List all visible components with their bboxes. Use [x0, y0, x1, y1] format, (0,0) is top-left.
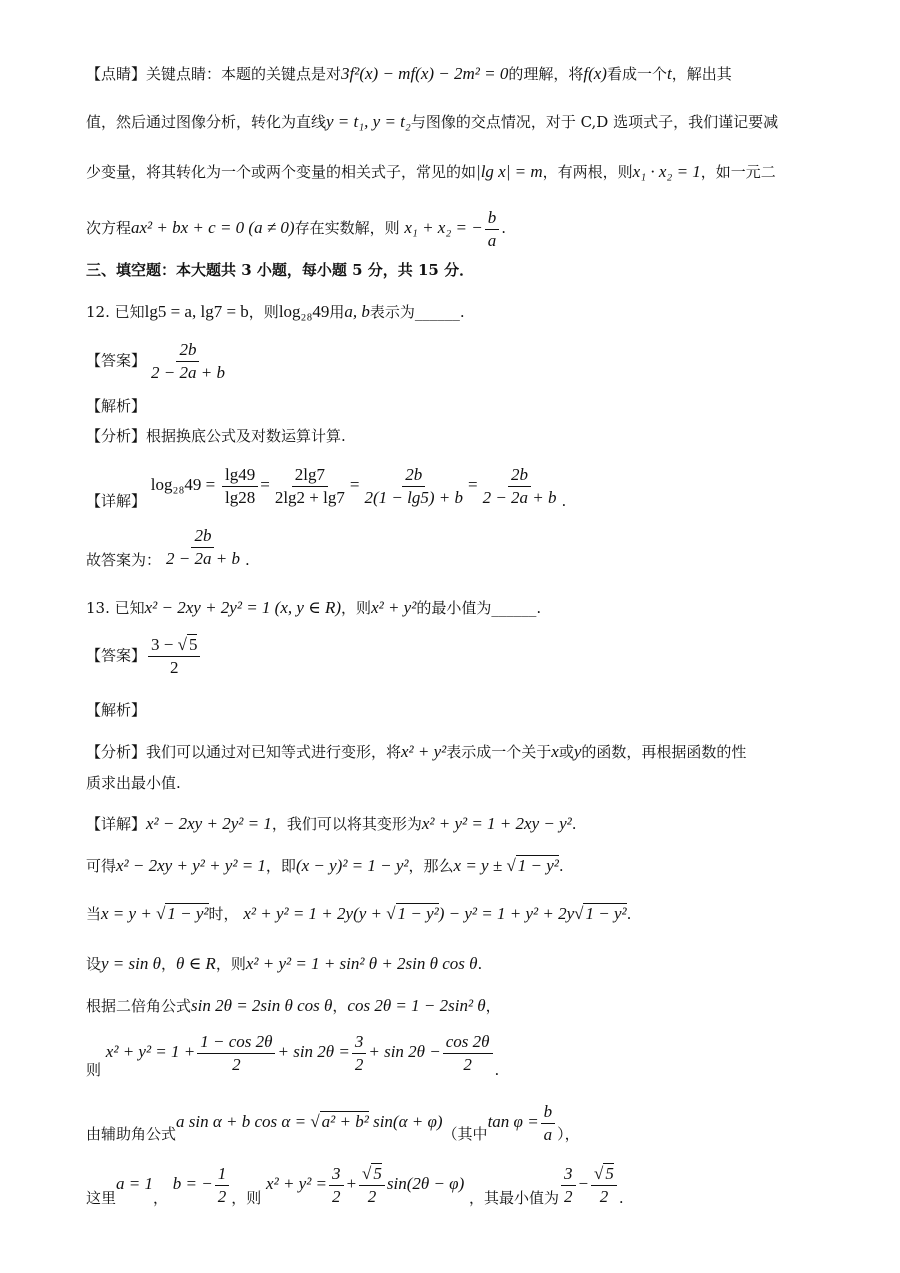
math-expression: x² + y² = — [266, 1174, 328, 1194]
math-expression: tan φ = — [487, 1112, 539, 1132]
fraction-numerator: 1 — [215, 1164, 230, 1186]
dianjing-text: 值，然后通过图像分析，转化为直线 — [86, 113, 327, 131]
q13-stem — [86, 598, 541, 618]
dianjing-text: 存在实数解，则 — [294, 219, 400, 238]
q13-jiexi: 【解析】 — [86, 701, 147, 719]
detail-label: 【详解】 — [86, 815, 147, 833]
question-text: ，则 — [248, 303, 279, 321]
fraction-denominator: 2 — [354, 1054, 364, 1074]
fraction-denominator: 2lg2 + lg7 — [274, 487, 345, 507]
math-expression: f(x) — [583, 64, 607, 83]
answer-label: 【答案】 — [86, 351, 147, 370]
detail-text: （其中 — [442, 1125, 488, 1144]
math-expression: 3f²(x) − mf(x) − 2m² = 0 — [341, 64, 509, 83]
fraction-numerator: 2b — [402, 465, 425, 487]
detail-text: ，则 — [231, 1189, 262, 1208]
q13-detail-6 — [86, 1032, 499, 1079]
answer-fraction — [148, 635, 200, 677]
fraction — [215, 1164, 230, 1206]
fraction — [443, 1032, 493, 1074]
fraction-denominator: 2(1 − lg5) + b — [364, 487, 463, 507]
math-expression: (x − y)² = 1 − y² — [295, 856, 409, 875]
math-expression: θ ∈ R — [176, 954, 216, 973]
math-operator: − — [577, 1174, 590, 1194]
fraction — [485, 208, 500, 250]
sqrt-radicand: 5 — [373, 1164, 382, 1183]
math-expression: y — [573, 742, 582, 761]
fenxi-text: 的函数，再根据函数的性 — [581, 743, 747, 761]
math-expression: x = y ± √ 1 − y² — [453, 856, 559, 875]
dianjing-text: 的理解，将 — [508, 65, 584, 83]
question-text: 表示为______. — [369, 303, 465, 321]
dianjing-text: ，有两根，则 — [542, 163, 633, 181]
fraction-denominator: 2 — [367, 1186, 377, 1206]
detail-text: ，那么 — [408, 857, 454, 875]
q13-detail-4 — [86, 954, 482, 974]
fraction-numerator: 2lg7 — [292, 465, 328, 487]
fraction-numerator: cos 2θ — [443, 1032, 493, 1054]
fraction-numerator: 2b — [508, 465, 531, 487]
detail-text: 根据二倍角公式 — [86, 997, 192, 1015]
dianjing-text: ，解出其 — [671, 65, 732, 83]
detail-text: 设 — [86, 955, 102, 973]
question-text: 用 — [329, 303, 345, 321]
period: . — [618, 1189, 624, 1208]
math-expression: sin(2θ − φ) — [386, 1174, 465, 1194]
fraction — [352, 1032, 367, 1074]
detail-text: 当 — [86, 905, 102, 923]
math-expression: x² + y² = 1 + 2xy − y² — [421, 814, 572, 833]
fraction-denominator: 2 — [232, 1054, 241, 1074]
period: . — [558, 857, 564, 875]
math-part: x² + y² = 1 + 2y(y + — [243, 904, 387, 923]
sqrt-radicand: 5 — [188, 635, 198, 654]
question-text: 的最小值为______. — [416, 599, 542, 617]
q12-final — [86, 526, 250, 569]
numerator-text: 3 − — [151, 635, 178, 654]
fraction-denominator: 2 — [217, 1186, 227, 1206]
period: . — [571, 815, 577, 833]
dianjing-text: 【点睛】关键点睛：本题的关键点是对 — [86, 65, 342, 83]
dianjing-line-4 — [86, 208, 506, 250]
detail-text: 时， — [208, 905, 239, 923]
math-operator: + — [345, 1174, 358, 1194]
fraction-denominator: 2 − 2a + b — [482, 487, 557, 507]
detail-text: 由辅助角公式 — [86, 1125, 177, 1144]
fraction-denominator: lg28 — [225, 487, 256, 507]
q13-detail-8 — [86, 1164, 624, 1207]
fraction-numerator: 3 — [352, 1032, 367, 1054]
fraction — [197, 1032, 275, 1074]
math-expression: log₂₈49 = — [150, 475, 216, 495]
period: . — [494, 1061, 500, 1080]
fraction — [222, 465, 258, 507]
q13-detail-1 — [86, 814, 577, 834]
math-expression: x² + y² = 1 + sin² θ + 2sin θ cos θ — [245, 954, 478, 973]
q13-detail-5 — [86, 996, 501, 1016]
answer-label: 【答案】 — [86, 646, 147, 665]
math-expression: y = sin θ — [101, 954, 161, 973]
detail-text: ， — [160, 955, 176, 973]
period: . — [626, 905, 632, 923]
dianjing-line-1 — [86, 64, 732, 84]
math-expression: x² + y² — [401, 742, 447, 761]
question-text: ，则 — [341, 599, 372, 617]
q13-answer — [86, 635, 202, 677]
fraction — [480, 465, 560, 507]
final-answer-label: 故答案为： — [86, 551, 162, 570]
detail-text: ，即 — [265, 857, 296, 875]
period: . — [244, 551, 250, 570]
fraction-denominator: a — [487, 230, 497, 250]
q13-fenxi-1 — [86, 742, 746, 762]
detail-label: 【详解】 — [86, 492, 147, 511]
question-number: 13. 已知 — [86, 599, 145, 617]
math-expression: a = 1 — [116, 1174, 153, 1194]
fraction-numerator: √ 5 — [591, 1164, 617, 1186]
sqrt-radicand: 1 − y² — [397, 904, 439, 923]
fraction-numerator: 2b — [176, 340, 199, 362]
q13-fenxi-2: 质求出最小值. — [86, 774, 181, 792]
fenxi-text: 表示成一个关于 — [446, 743, 552, 761]
fraction — [541, 1102, 556, 1144]
fraction-denominator: 2 — [463, 1054, 472, 1074]
detail-text: ）， — [557, 1125, 580, 1144]
fraction-numerator: √ 5 — [359, 1164, 385, 1186]
detail-text: ， — [153, 1189, 169, 1208]
q12-jiexi: 【解析】 — [86, 397, 147, 415]
fraction-numerator: b — [485, 208, 500, 230]
sqrt-radicand: 1 − y² — [167, 904, 209, 923]
math-expression: cos 2θ = 1 − 2sin² θ — [347, 996, 486, 1015]
fraction-denominator: 2 − 2a + b — [151, 362, 225, 382]
period: . — [561, 492, 567, 511]
fraction-numerator: b — [541, 1102, 556, 1124]
fraction — [272, 465, 348, 507]
fraction-denominator: 2 — [332, 1186, 341, 1206]
fraction-denominator: 2 − 2a + b — [166, 548, 240, 568]
fraction-numerator: 3 — [561, 1164, 576, 1186]
detail-text: ，我们可以将其变形为 — [271, 815, 422, 833]
math-expression: y = t₁, y = t₂ — [326, 112, 411, 131]
fraction-numerator: 3 − √ 5 — [148, 635, 200, 657]
math-expression: a sin α + b cos α = √ a² + b² sin(α + φ) — [176, 1112, 443, 1132]
detail-text: ，其最小值为 — [469, 1189, 560, 1208]
sqrt-radicand: 1 − y² — [585, 904, 627, 923]
math-expression: sin 2θ = 2sin θ cos θ — [191, 996, 333, 1015]
fraction — [329, 1164, 344, 1206]
q13-detail-2 — [86, 856, 564, 876]
math-expression: log₂₈49 — [278, 302, 330, 321]
q13-detail-7 — [86, 1102, 580, 1144]
period: . — [501, 219, 506, 238]
detail-text: ， — [485, 997, 501, 1015]
math-expression: x² + y² = 1 + — [105, 1042, 196, 1062]
math-expression: x — [551, 742, 559, 761]
math-expression: x₁ · x₂ = 1 — [632, 162, 701, 181]
q12-detail: 【详解】 log₂₈49 = $\frac{\lg 49}{\lg 28}$ = $\frac{2\lg 7}{2\lg 2 + \lg 7}$ = $\frac{2b}{2(1 - \lg 5) + b}$ = $\frac{2b}{2 - 2a + b}$ . — [86, 465, 567, 511]
dianjing-text: 与图像的交点情况，对于 C,D 选项式子，我们谨记要减 — [410, 113, 779, 131]
math-expression: x₁ + x₂ = − — [404, 218, 483, 238]
q12-fenxi: 【分析】根据换底公式及对数运算计算. — [86, 427, 346, 445]
math-expression: + sin 2θ − — [368, 1042, 441, 1062]
q12-stem — [86, 302, 465, 322]
fraction-denominator: 2 — [599, 1186, 609, 1206]
math-part: x = y + — [101, 904, 157, 923]
fraction-numerator: lg49 — [222, 465, 258, 487]
math-expression: a, b — [344, 302, 370, 321]
math-part: a sin α + b cos α = — [176, 1112, 311, 1132]
fraction-numerator: 2b — [191, 526, 214, 548]
detail-text: 这里 — [86, 1189, 117, 1208]
fenxi-text: 或 — [558, 743, 574, 761]
sqrt-radicand: a² + b² — [321, 1112, 369, 1132]
math-part: x = y ± — [453, 856, 507, 875]
fraction — [591, 1164, 617, 1206]
math-expression: x² + y² = 1 + 2y(y + √ 1 − y²) − y² = 1 + y² + 2y√ 1 − y² — [243, 904, 627, 923]
math-expression: |lg x| = m — [476, 162, 543, 181]
math-expression: + sin 2θ = — [277, 1042, 350, 1062]
dianjing-text: ，如一元二 — [700, 163, 776, 181]
dianjing-line-3 — [86, 162, 776, 182]
math-expression: x² − 2xy + 2y² = 1 (x, y ∈ R) — [144, 598, 342, 617]
q12-answer — [86, 340, 230, 382]
section-heading: 三、填空题：本大题共 3 小题，每小题 5 分，共 15 分． — [86, 261, 475, 279]
dianjing-text: 次方程 — [86, 219, 132, 238]
period: . — [477, 955, 483, 973]
math-expression: t — [666, 64, 672, 83]
math-expression: x² + y² — [371, 598, 417, 617]
math-expression: x = y + √ 1 − y² — [101, 904, 209, 923]
answer-fraction — [148, 340, 228, 382]
math-part: ) − y² = 1 + y² + 2y — [438, 904, 575, 923]
fraction-denominator: 2 — [169, 657, 179, 677]
detail-text: 则 — [86, 1061, 102, 1080]
detail-text: 可得 — [86, 857, 117, 875]
fenxi-text: 【分析】我们可以通过对已知等式进行变形，将 — [86, 743, 402, 761]
question-number: 12. 已知 — [86, 303, 145, 321]
fraction — [359, 1164, 385, 1206]
fraction-denominator: a — [543, 1124, 553, 1144]
detail-text: ， — [332, 997, 348, 1015]
q13-detail-3 — [86, 904, 631, 924]
fraction — [361, 465, 466, 507]
dianjing-text: 少变量，将其转化为一个或两个变量的相关式子，常见的如 — [86, 163, 477, 181]
math-expression: x² − 2xy + 2y² = 1 — [146, 814, 272, 833]
math-expression: lg5 = a, lg7 = b — [144, 302, 249, 321]
dianjing-line-2 — [86, 112, 778, 132]
sqrt-radicand: 1 − y² — [517, 856, 559, 875]
fraction-numerator: 1 − cos 2θ — [197, 1032, 275, 1054]
dianjing-text: 看成一个 — [606, 65, 667, 83]
math-expression: x² − 2xy + y² + y² = 1 — [116, 856, 266, 875]
math-expression: ax² + bx + c = 0 (a ≠ 0) — [131, 218, 295, 238]
fraction-denominator: 2 — [564, 1186, 573, 1206]
math-part: sin(α + φ) — [368, 1112, 443, 1132]
fraction — [561, 1164, 576, 1206]
final-fraction — [163, 526, 243, 568]
math-expression: b = − — [172, 1174, 213, 1194]
detail-text: ，则 — [215, 955, 246, 973]
sqrt-radicand: 5 — [605, 1164, 614, 1183]
fraction-numerator: 3 — [329, 1164, 344, 1186]
